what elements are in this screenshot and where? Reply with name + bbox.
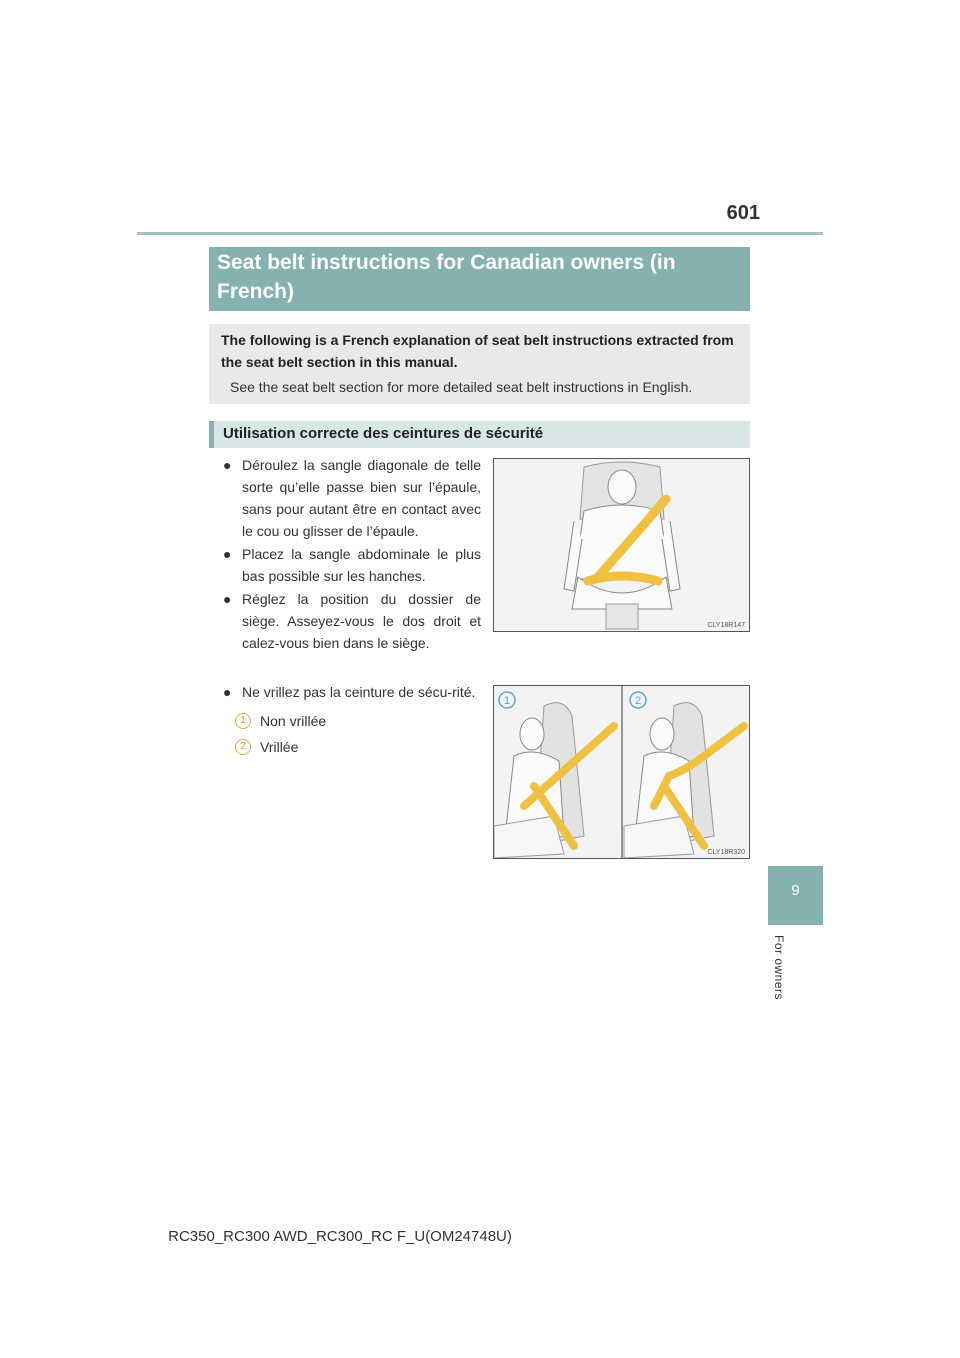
intro-box <box>209 324 750 404</box>
seatbelt-front-illustration <box>493 458 750 632</box>
bullet-icon: ● <box>223 591 232 607</box>
subheading: Utilisation correcte des ceintures de sécurité <box>209 421 750 448</box>
chapter-label <box>770 935 790 1045</box>
legend-label: Vrillée <box>260 739 299 755</box>
seated-person-icon <box>494 459 749 631</box>
section-title: Seat belt instructions for Canadian owners (in French) <box>209 247 750 311</box>
chapter-label-text: For owners <box>772 935 786 1001</box>
bullet-text: Ne vrillez pas la ceinture de sécu-rité. <box>242 684 476 700</box>
list-item <box>223 681 481 703</box>
figure-code: CLY18R320 <box>707 849 745 856</box>
legend-label: Non vrillée <box>260 713 327 729</box>
list-item <box>223 543 481 587</box>
legend-number: 1 <box>235 713 251 729</box>
legend-item <box>223 735 481 761</box>
header-rule <box>137 232 823 235</box>
legend-item <box>223 709 481 735</box>
bullet-icon: ● <box>223 684 232 700</box>
list-item <box>223 588 481 654</box>
intro-text: The following is a French explanation of seat belt instructions extracted from the seat belt section in this manual. <box>221 332 734 370</box>
bullet-text: Déroulez la sangle diagonale de telle sorte qu’elle passe bien sur l’épaule, sans pour autant être en contact avec le cou ou glisser de l’épaule. <box>242 457 481 539</box>
seated-person-side-icon <box>494 686 749 858</box>
footer-model-code: RC350_RC300 AWD_RC300_RC F_U(OM24748U) <box>168 1228 512 1245</box>
intro-reference: See the seat belt section for more detailed seat belt instructions in English. <box>230 379 693 395</box>
twist-bullet-block <box>223 681 481 761</box>
page-number: 601 <box>726 202 760 224</box>
svg-text:2: 2 <box>634 695 642 707</box>
bullet-list <box>223 454 481 655</box>
bullet-icon: ● <box>223 546 232 562</box>
bullet-icon: ● <box>223 457 232 473</box>
chapter-tab: 9 <box>768 866 823 925</box>
legend-number: 2 <box>235 739 251 755</box>
figure-legend <box>223 709 481 761</box>
bullet-text: Placez la sangle abdominale le plus bas possible sur les hanches. <box>242 546 481 584</box>
list-item <box>223 454 481 542</box>
svg-text:1: 1 <box>503 695 511 707</box>
bullet-text: Réglez la position du dossier de siège. Asseyez-vous le dos droit et calez-vous bien dans le siège. <box>242 591 481 651</box>
figure-code: CLY18R147 <box>707 622 745 629</box>
seatbelt-twist-illustration <box>493 685 750 859</box>
